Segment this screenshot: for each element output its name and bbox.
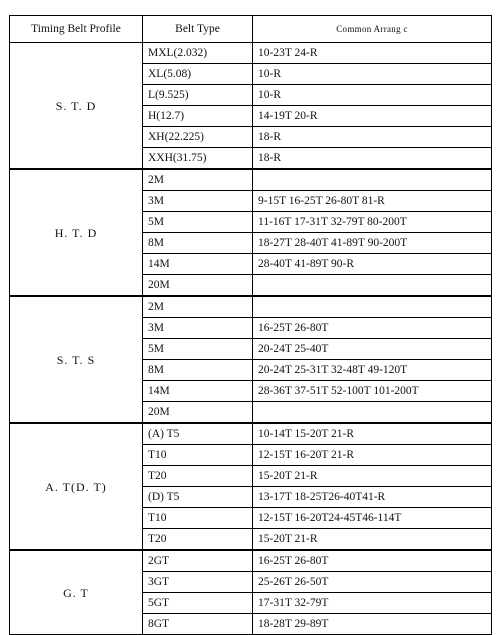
belt-type-cell: 20M: [143, 275, 253, 297]
timing-belt-table: [9, 15, 492, 635]
belt-type-cell: 14M: [143, 254, 253, 275]
common-range-cell: 16-25T 26-80T: [253, 318, 492, 339]
common-range-cell: 28-36T 37-51T 52-100T 101-200T: [253, 381, 492, 402]
belt-type-cell: 2GT: [143, 550, 253, 572]
belt-type-cell: T20: [143, 529, 253, 551]
belt-type-cell: 14M: [143, 381, 253, 402]
common-range-cell: 10-R: [253, 85, 492, 106]
table-row: [10, 43, 492, 64]
common-range-cell: 15-20T 21-R: [253, 466, 492, 487]
belt-type-cell: 8M: [143, 360, 253, 381]
common-range-cell: 9-15T 16-25T 26-80T 81-R: [253, 191, 492, 212]
common-range-cell: 11-16T 17-31T 32-79T 80-200T: [253, 212, 492, 233]
common-range-cell: [253, 296, 492, 318]
table-row: [10, 296, 492, 318]
belt-type-cell: T20: [143, 466, 253, 487]
belt-type-cell: MXL(2.032): [143, 43, 253, 64]
header-common-range: Common Arrang c: [253, 16, 492, 43]
common-range-cell: 20-24T 25-40T: [253, 339, 492, 360]
header-belt-type: Belt Type: [143, 16, 253, 43]
common-range-cell: 12-15T 16-20T24-45T46-114T: [253, 508, 492, 529]
common-range-cell: 18-R: [253, 148, 492, 170]
table-row: [10, 550, 492, 572]
belt-type-cell: (A) T5: [143, 423, 253, 445]
table-row: [10, 423, 492, 445]
common-range-cell: 18-27T 28-40T 41-89T 90-200T: [253, 233, 492, 254]
belt-type-cell: 20M: [143, 402, 253, 424]
belt-type-cell: T10: [143, 508, 253, 529]
belt-type-cell: 5GT: [143, 593, 253, 614]
belt-type-cell: 5M: [143, 212, 253, 233]
header-profile: Timing Belt Profile: [10, 16, 143, 43]
common-range-cell: 10-14T 15-20T 21-R: [253, 423, 492, 445]
common-range-cell: 15-20T 21-R: [253, 529, 492, 551]
belt-type-cell: 3M: [143, 318, 253, 339]
common-range-cell: [253, 169, 492, 191]
belt-type-cell: H(12.7): [143, 106, 253, 127]
profile-cell: S. T. D: [10, 43, 143, 170]
profile-cell: S. T. S: [10, 296, 143, 423]
profile-cell: H. T. D: [10, 169, 143, 296]
belt-type-cell: XH(22.225): [143, 127, 253, 148]
common-range-cell: 16-25T 26-80T: [253, 550, 492, 572]
common-range-cell: 10-R: [253, 64, 492, 85]
common-range-cell: 14-19T 20-R: [253, 106, 492, 127]
header-row: [10, 16, 492, 43]
belt-type-cell: 5M: [143, 339, 253, 360]
profile-cell: G. T: [10, 550, 143, 635]
belt-type-cell: 8GT: [143, 614, 253, 635]
common-range-cell: 20-24T 25-31T 32-48T 49-120T: [253, 360, 492, 381]
common-range-cell: 13-17T 18-25T26-40T41-R: [253, 487, 492, 508]
common-range-cell: 10-23T 24-R: [253, 43, 492, 64]
belt-type-cell: 3M: [143, 191, 253, 212]
common-range-cell: 28-40T 41-89T 90-R: [253, 254, 492, 275]
belt-type-cell: T10: [143, 445, 253, 466]
common-range-cell: 18-28T 29-89T: [253, 614, 492, 635]
common-range-cell: 25-26T 26-50T: [253, 572, 492, 593]
common-range-cell: 17-31T 32-79T: [253, 593, 492, 614]
timing-belt-spec-sheet: [9, 15, 491, 635]
belt-type-cell: XL(5.08): [143, 64, 253, 85]
belt-type-cell: (D) T5: [143, 487, 253, 508]
profile-cell: A. T(D. T): [10, 423, 143, 550]
common-range-cell: [253, 275, 492, 297]
table-row: [10, 169, 492, 191]
table-body: [10, 43, 492, 635]
belt-type-cell: 8M: [143, 233, 253, 254]
belt-type-cell: 2M: [143, 169, 253, 191]
belt-type-cell: 2M: [143, 296, 253, 318]
common-range-cell: 12-15T 16-20T 21-R: [253, 445, 492, 466]
common-range-cell: 18-R: [253, 127, 492, 148]
belt-type-cell: XXH(31.75): [143, 148, 253, 170]
belt-type-cell: 3GT: [143, 572, 253, 593]
common-range-cell: [253, 402, 492, 424]
belt-type-cell: L(9.525): [143, 85, 253, 106]
